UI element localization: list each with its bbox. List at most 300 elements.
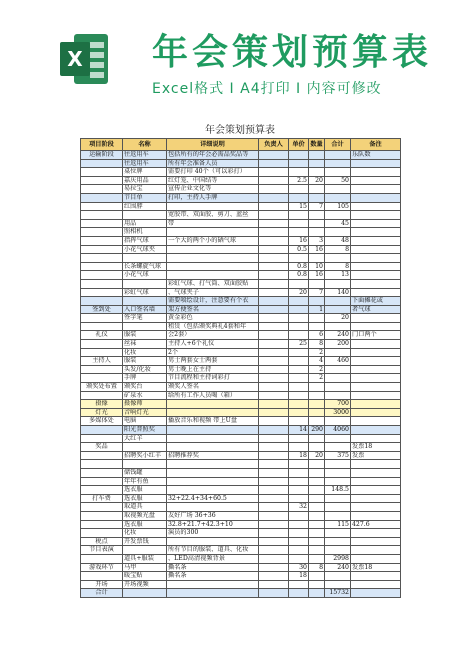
stage-cell[interactable] <box>81 451 123 460</box>
quantity-cell[interactable]: 16 <box>309 271 325 280</box>
unit-price-cell[interactable] <box>289 168 309 177</box>
owner-cell[interactable] <box>259 477 289 486</box>
total-cell[interactable] <box>325 468 351 477</box>
stage-cell[interactable] <box>81 322 123 331</box>
total-cell[interactable] <box>325 417 351 426</box>
stage-cell[interactable] <box>81 477 123 486</box>
note-cell[interactable] <box>351 477 401 486</box>
stage-cell[interactable] <box>81 245 123 254</box>
unit-price-cell[interactable]: 20 <box>289 288 309 297</box>
stage-cell[interactable] <box>81 271 123 280</box>
total-cell[interactable] <box>325 185 351 194</box>
note-cell[interactable] <box>351 185 401 194</box>
stage-cell[interactable] <box>81 288 123 297</box>
stage-cell[interactable] <box>81 219 123 228</box>
owner-cell[interactable] <box>259 357 289 366</box>
desc-cell[interactable]: 红灯笼、中国结等 <box>167 176 259 185</box>
unit-price-cell[interactable] <box>289 374 309 383</box>
total-cell[interactable]: 8 <box>325 262 351 271</box>
quantity-cell[interactable] <box>309 580 325 589</box>
note-cell[interactable] <box>351 228 401 237</box>
name-cell[interactable]: 马甲 <box>123 563 167 572</box>
desc-cell[interactable]: 租赁（包括颁奖典礼4套和年 <box>167 322 259 331</box>
unit-price-cell[interactable] <box>289 357 309 366</box>
total-cell[interactable]: 13 <box>325 271 351 280</box>
name-cell[interactable]: 服装 <box>123 357 167 366</box>
unit-price-cell[interactable] <box>289 417 309 426</box>
quantity-cell[interactable]: 8 <box>309 563 325 572</box>
desc-cell[interactable]: 所有年会准备人员 <box>167 159 259 168</box>
name-cell[interactable] <box>123 297 167 306</box>
desc-cell[interactable]: 一个大的两个小的硒气球 <box>167 236 259 245</box>
owner-cell[interactable] <box>259 245 289 254</box>
unit-price-cell[interactable]: 15 <box>289 202 309 211</box>
note-cell[interactable] <box>351 426 401 435</box>
quantity-cell[interactable] <box>309 211 325 220</box>
desc-cell[interactable]: 播放音乐和视频 带上U盘 <box>167 417 259 426</box>
stage-cell[interactable]: 主持人 <box>81 357 123 366</box>
unit-price-cell[interactable]: 0.8 <box>289 262 309 271</box>
total-cell[interactable]: 240 <box>325 331 351 340</box>
unit-price-cell[interactable]: 30 <box>289 563 309 572</box>
owner-cell[interactable] <box>259 322 289 331</box>
owner-cell[interactable] <box>259 400 289 409</box>
name-cell[interactable]: 暖宝贴 <box>123 572 167 581</box>
quantity-cell[interactable]: 2 <box>309 348 325 357</box>
quantity-cell[interactable] <box>309 408 325 417</box>
note-cell[interactable] <box>351 580 401 589</box>
name-cell[interactable]: 小花气球夹 <box>123 245 167 254</box>
stage-cell[interactable] <box>81 193 123 202</box>
total-cell[interactable] <box>325 443 351 452</box>
total-cell[interactable]: 460 <box>325 357 351 366</box>
stage-cell[interactable] <box>81 503 123 512</box>
stage-cell[interactable]: 摄像 <box>81 400 123 409</box>
total-cell[interactable] <box>325 503 351 512</box>
quantity-cell[interactable]: 8 <box>309 340 325 349</box>
quantity-cell[interactable] <box>309 537 325 546</box>
owner-cell[interactable] <box>259 262 289 271</box>
note-cell[interactable] <box>351 254 401 263</box>
total-cell[interactable]: 140 <box>325 288 351 297</box>
name-cell[interactable]: 服装 <box>123 331 167 340</box>
total-cell[interactable] <box>325 580 351 589</box>
name-cell[interactable]: 签字笔 <box>123 314 167 323</box>
unit-price-cell[interactable] <box>289 322 309 331</box>
name-cell[interactable]: 电脑 <box>123 417 167 426</box>
total-cell[interactable] <box>325 477 351 486</box>
name-cell[interactable]: 储钱罐 <box>123 468 167 477</box>
desc-cell[interactable] <box>167 262 259 271</box>
name-cell[interactable]: 往返用车 <box>123 151 167 160</box>
quantity-cell[interactable] <box>309 520 325 529</box>
note-cell[interactable] <box>351 537 401 546</box>
quantity-cell[interactable] <box>309 572 325 581</box>
name-cell[interactable]: 嘉庆用品 <box>123 176 167 185</box>
stage-cell[interactable] <box>81 486 123 495</box>
total-cell[interactable]: 4060 <box>325 426 351 435</box>
total-cell[interactable]: 3000 <box>325 408 351 417</box>
quantity-cell[interactable] <box>309 554 325 563</box>
unit-price-cell[interactable] <box>289 434 309 443</box>
owner-cell[interactable] <box>259 563 289 572</box>
total-cell[interactable]: 115 <box>325 520 351 529</box>
desc-cell[interactable] <box>167 503 259 512</box>
quantity-cell[interactable] <box>309 322 325 331</box>
name-cell[interactable]: 指挥气球 <box>123 236 167 245</box>
desc-cell[interactable]: 会2套） <box>167 331 259 340</box>
unit-price-cell[interactable] <box>289 305 309 314</box>
stage-cell[interactable]: 游戏环节 <box>81 563 123 572</box>
name-cell[interactable]: 年年有鱼 <box>123 477 167 486</box>
note-cell[interactable] <box>351 314 401 323</box>
total-cell[interactable] <box>325 279 351 288</box>
unit-price-cell[interactable] <box>289 219 309 228</box>
quantity-cell[interactable] <box>309 219 325 228</box>
name-cell[interactable]: 大红羊 <box>123 434 167 443</box>
unit-price-cell[interactable] <box>289 494 309 503</box>
unit-price-cell[interactable] <box>289 589 309 598</box>
owner-cell[interactable] <box>259 159 289 168</box>
total-cell[interactable] <box>325 151 351 160</box>
name-cell[interactable]: 道具+服装 <box>123 554 167 563</box>
unit-price-cell[interactable] <box>289 520 309 529</box>
name-cell[interactable]: 化妆 <box>123 348 167 357</box>
total-cell[interactable] <box>325 365 351 374</box>
unit-price-cell[interactable] <box>289 529 309 538</box>
total-cell[interactable]: 8 <box>325 245 351 254</box>
stage-cell[interactable] <box>81 262 123 271</box>
name-cell[interactable] <box>123 460 167 469</box>
stage-cell[interactable] <box>81 228 123 237</box>
unit-price-cell[interactable] <box>289 151 309 160</box>
note-cell[interactable] <box>351 340 401 349</box>
quantity-cell[interactable] <box>309 494 325 503</box>
note-cell[interactable] <box>351 159 401 168</box>
desc-cell[interactable]: 带 <box>167 219 259 228</box>
unit-price-cell[interactable] <box>289 391 309 400</box>
unit-price-cell[interactable] <box>289 228 309 237</box>
quantity-cell[interactable] <box>309 279 325 288</box>
note-cell[interactable]: 乐队数 <box>351 151 401 160</box>
name-cell[interactable]: 开发票钱 <box>123 537 167 546</box>
owner-cell[interactable] <box>259 151 289 160</box>
name-cell[interactable]: 用品 <box>123 219 167 228</box>
owner-cell[interactable] <box>259 520 289 529</box>
quantity-cell[interactable]: 10 <box>309 262 325 271</box>
quantity-cell[interactable]: 20 <box>309 176 325 185</box>
name-cell[interactable] <box>123 322 167 331</box>
owner-cell[interactable] <box>259 589 289 598</box>
desc-cell[interactable] <box>167 400 259 409</box>
total-cell[interactable] <box>325 348 351 357</box>
stage-cell[interactable] <box>81 340 123 349</box>
desc-cell[interactable] <box>167 460 259 469</box>
note-cell[interactable] <box>351 589 401 598</box>
quantity-cell[interactable] <box>309 193 325 202</box>
desc-cell[interactable]: 节目流程和主持词彩打 <box>167 374 259 383</box>
unit-price-cell[interactable]: 0.8 <box>289 271 309 280</box>
total-cell[interactable]: 700 <box>325 400 351 409</box>
owner-cell[interactable] <box>259 176 289 185</box>
note-cell[interactable] <box>351 511 401 520</box>
quantity-cell[interactable] <box>309 297 325 306</box>
total-cell[interactable] <box>325 460 351 469</box>
desc-cell[interactable]: 撕名条 <box>167 572 259 581</box>
stage-cell[interactable] <box>81 297 123 306</box>
unit-price-cell[interactable] <box>289 159 309 168</box>
unit-price-cell[interactable] <box>289 511 309 520</box>
name-cell[interactable] <box>123 589 167 598</box>
stage-cell[interactable] <box>81 572 123 581</box>
stage-cell[interactable] <box>81 391 123 400</box>
stage-cell[interactable] <box>81 211 123 220</box>
desc-cell[interactable]: 、气球夹子 <box>167 288 259 297</box>
total-cell[interactable]: 375 <box>325 451 351 460</box>
stage-cell[interactable] <box>81 159 123 168</box>
stage-cell[interactable] <box>81 426 123 435</box>
quantity-cell[interactable] <box>309 383 325 392</box>
desc-cell[interactable]: 演员的300 <box>167 529 259 538</box>
total-cell[interactable] <box>325 322 351 331</box>
quantity-cell[interactable] <box>309 314 325 323</box>
note-cell[interactable] <box>351 288 401 297</box>
stage-cell[interactable] <box>81 176 123 185</box>
stage-cell[interactable] <box>81 554 123 563</box>
owner-cell[interactable] <box>259 271 289 280</box>
stage-cell[interactable] <box>81 520 123 529</box>
stage-cell[interactable] <box>81 254 123 263</box>
desc-cell[interactable]: 撕名条 <box>167 563 259 572</box>
quantity-cell[interactable] <box>309 417 325 426</box>
unit-price-cell[interactable] <box>289 477 309 486</box>
quantity-cell[interactable] <box>309 477 325 486</box>
total-cell[interactable] <box>325 193 351 202</box>
owner-cell[interactable] <box>259 460 289 469</box>
quantity-cell[interactable]: 7 <box>309 202 325 211</box>
unit-price-cell[interactable]: 32 <box>289 503 309 512</box>
note-cell[interactable]: 发票18 <box>351 443 401 452</box>
desc-cell[interactable] <box>167 589 259 598</box>
desc-cell[interactable] <box>167 245 259 254</box>
owner-cell[interactable] <box>259 529 289 538</box>
quantity-cell[interactable] <box>309 589 325 598</box>
note-cell[interactable]: 门口两个 <box>351 331 401 340</box>
quantity-cell[interactable] <box>309 511 325 520</box>
unit-price-cell[interactable] <box>289 546 309 555</box>
owner-cell[interactable] <box>259 408 289 417</box>
stage-cell[interactable]: 奖品 <box>81 443 123 452</box>
quantity-cell[interactable] <box>309 503 325 512</box>
note-cell[interactable] <box>351 374 401 383</box>
stage-cell[interactable] <box>81 185 123 194</box>
owner-cell[interactable] <box>259 288 289 297</box>
unit-price-cell[interactable]: 2.5 <box>289 176 309 185</box>
name-cell[interactable]: 丝袜 <box>123 340 167 349</box>
owner-cell[interactable] <box>259 546 289 555</box>
quantity-cell[interactable]: 6 <box>309 331 325 340</box>
unit-price-cell[interactable] <box>289 348 309 357</box>
total-cell[interactable] <box>325 511 351 520</box>
stage-cell[interactable] <box>81 529 123 538</box>
name-cell[interactable]: 颁奖台 <box>123 383 167 392</box>
owner-cell[interactable] <box>259 468 289 477</box>
quantity-cell[interactable] <box>309 529 325 538</box>
note-cell[interactable] <box>351 322 401 331</box>
desc-cell[interactable]: 需要打印 40个（可以彩打） <box>167 168 259 177</box>
total-cell[interactable] <box>325 211 351 220</box>
total-cell[interactable] <box>325 374 351 383</box>
total-cell[interactable]: 20 <box>325 314 351 323</box>
quantity-cell[interactable] <box>309 391 325 400</box>
owner-cell[interactable] <box>259 365 289 374</box>
total-cell[interactable] <box>325 159 351 168</box>
unit-price-cell[interactable]: 25 <box>289 340 309 349</box>
quantity-cell[interactable] <box>309 168 325 177</box>
stage-cell[interactable]: 税点 <box>81 537 123 546</box>
owner-cell[interactable] <box>259 511 289 520</box>
total-cell[interactable] <box>325 537 351 546</box>
quantity-cell[interactable]: 1 <box>309 305 325 314</box>
desc-cell[interactable] <box>167 254 259 263</box>
stage-cell[interactable] <box>81 365 123 374</box>
note-cell[interactable] <box>351 176 401 185</box>
note-cell[interactable] <box>351 460 401 469</box>
quantity-cell[interactable]: 2 <box>309 374 325 383</box>
owner-cell[interactable] <box>259 202 289 211</box>
desc-cell[interactable]: 给所有工作人员喝（箱） <box>167 391 259 400</box>
note-cell[interactable] <box>351 572 401 581</box>
desc-cell[interactable]: 男士两套女士两套 <box>167 357 259 366</box>
total-cell[interactable] <box>325 391 351 400</box>
total-cell[interactable]: 148.5 <box>325 486 351 495</box>
stage-cell[interactable]: 运输阶段 <box>81 151 123 160</box>
name-cell[interactable]: 选衣服 <box>123 494 167 503</box>
note-cell[interactable] <box>351 400 401 409</box>
note-cell[interactable] <box>351 279 401 288</box>
desc-cell[interactable]: 打印，主持人手牌 <box>167 193 259 202</box>
total-cell[interactable]: 15732 <box>325 589 351 598</box>
stage-cell[interactable]: 合计 <box>81 589 123 598</box>
note-cell[interactable] <box>351 202 401 211</box>
desc-cell[interactable] <box>167 202 259 211</box>
stage-cell[interactable] <box>81 168 123 177</box>
owner-cell[interactable] <box>259 503 289 512</box>
name-cell[interactable]: 头发/化妆 <box>123 365 167 374</box>
owner-cell[interactable] <box>259 383 289 392</box>
total-cell[interactable] <box>325 254 351 263</box>
desc-cell[interactable] <box>167 580 259 589</box>
owner-cell[interactable] <box>259 305 289 314</box>
total-cell[interactable] <box>325 494 351 503</box>
quantity-cell[interactable] <box>309 151 325 160</box>
total-cell[interactable] <box>325 383 351 392</box>
owner-cell[interactable] <box>259 391 289 400</box>
name-cell[interactable]: 选衣服 <box>123 520 167 529</box>
desc-cell[interactable]: 宽胶带、双面胶、剪刀、蓝丝 <box>167 211 259 220</box>
unit-price-cell[interactable] <box>289 314 309 323</box>
owner-cell[interactable] <box>259 168 289 177</box>
note-cell[interactable]: 者气球 <box>351 305 401 314</box>
quantity-cell[interactable]: 16 <box>309 245 325 254</box>
total-cell[interactable] <box>325 572 351 581</box>
total-cell[interactable] <box>325 297 351 306</box>
unit-price-cell[interactable] <box>289 408 309 417</box>
name-cell[interactable]: 开场视频 <box>123 580 167 589</box>
desc-cell[interactable] <box>167 434 259 443</box>
owner-cell[interactable] <box>259 426 289 435</box>
owner-cell[interactable] <box>259 348 289 357</box>
note-cell[interactable] <box>351 391 401 400</box>
stage-cell[interactable] <box>81 434 123 443</box>
desc-cell[interactable] <box>167 228 259 237</box>
total-cell[interactable]: 105 <box>325 202 351 211</box>
stage-cell[interactable] <box>81 236 123 245</box>
desc-cell[interactable] <box>167 426 259 435</box>
note-cell[interactable] <box>351 219 401 228</box>
note-cell[interactable] <box>351 168 401 177</box>
name-cell[interactable]: 桌位牌 <box>123 168 167 177</box>
desc-cell[interactable] <box>167 408 259 417</box>
note-cell[interactable] <box>351 383 401 392</box>
note-cell[interactable] <box>351 193 401 202</box>
stage-cell[interactable]: 颁奖处布置 <box>81 383 123 392</box>
total-cell[interactable]: 45 <box>325 219 351 228</box>
quantity-cell[interactable] <box>309 546 325 555</box>
name-cell[interactable]: 入口签名墙 <box>123 305 167 314</box>
desc-cell[interactable]: 主持人+6个礼仪 <box>167 340 259 349</box>
stage-cell[interactable]: 打车费 <box>81 494 123 503</box>
desc-cell[interactable]: 宣传企业文化等 <box>167 185 259 194</box>
stage-cell[interactable] <box>81 314 123 323</box>
desc-cell[interactable] <box>167 468 259 477</box>
unit-price-cell[interactable]: 14 <box>289 426 309 435</box>
name-cell[interactable]: 彩虹气球 <box>123 288 167 297</box>
desc-cell[interactable]: 招聘推荐奖 <box>167 451 259 460</box>
owner-cell[interactable] <box>259 236 289 245</box>
total-cell[interactable] <box>325 305 351 314</box>
unit-price-cell[interactable] <box>289 468 309 477</box>
note-cell[interactable] <box>351 468 401 477</box>
desc-cell[interactable]: 需要喷绘设计，注意要有个衣 <box>167 297 259 306</box>
total-cell[interactable] <box>325 546 351 555</box>
note-cell[interactable]: 下面摊花或 <box>351 297 401 306</box>
quantity-cell[interactable] <box>309 159 325 168</box>
total-cell[interactable] <box>325 529 351 538</box>
note-cell[interactable] <box>351 486 401 495</box>
unit-price-cell[interactable]: 16 <box>289 236 309 245</box>
stage-cell[interactable]: 多媒体处 <box>81 417 123 426</box>
stage-cell[interactable]: 灯光 <box>81 408 123 417</box>
desc-cell[interactable] <box>167 537 259 546</box>
desc-cell[interactable]: 包括所有的年会必需品奖品等 <box>167 151 259 160</box>
quantity-cell[interactable]: 7 <box>309 288 325 297</box>
owner-cell[interactable] <box>259 185 289 194</box>
note-cell[interactable] <box>351 245 401 254</box>
desc-cell[interactable]: 友好广场 36+36 <box>167 511 259 520</box>
note-cell[interactable] <box>351 365 401 374</box>
quantity-cell[interactable]: 2 <box>309 365 325 374</box>
name-cell[interactable]: 化妆 <box>123 529 167 538</box>
owner-cell[interactable] <box>259 279 289 288</box>
name-cell[interactable]: 矿泉水 <box>123 391 167 400</box>
stage-cell[interactable]: 开场 <box>81 580 123 589</box>
unit-price-cell[interactable] <box>289 254 309 263</box>
name-cell[interactable]: 取视频光盘 <box>123 511 167 520</box>
note-cell[interactable] <box>351 236 401 245</box>
stage-cell[interactable]: 签到处 <box>81 305 123 314</box>
unit-price-cell[interactable] <box>289 486 309 495</box>
